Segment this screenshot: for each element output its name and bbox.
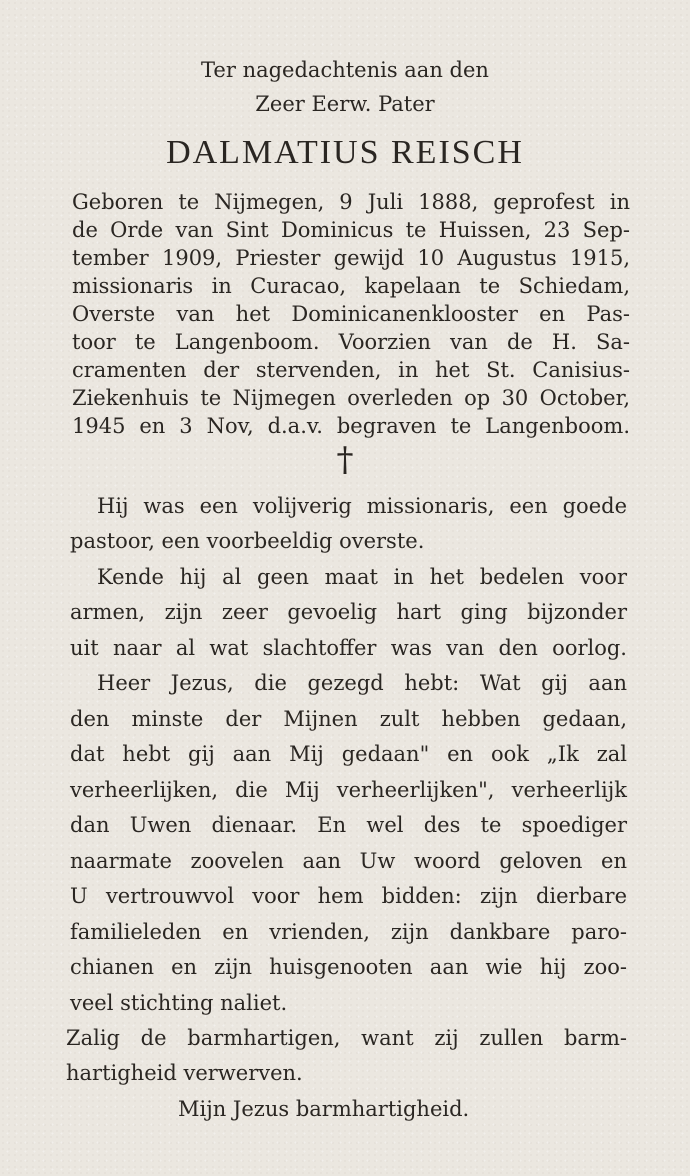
title-line: Zeer Eerw. Pater (255, 92, 435, 116)
closing-prayer: Mijn Jezus barmhartigheid. (178, 1097, 470, 1121)
cross-icon: † (336, 440, 354, 480)
body-line: familieleden en vrienden, zijn dankbare paro- (70, 920, 627, 944)
dedication-line: Ter nagedachtenis aan den (201, 58, 489, 82)
body-line: den minste der Mijnen zult hebben gedaan, (70, 707, 627, 731)
bio-line: Ziekenhuis te Nijmegen overleden op 30 October, (72, 386, 630, 410)
body-line: armen, zijn zeer gevoelig hart ging bijzonder (70, 600, 627, 624)
body-line: verheerlijken, die Mij verheerlijken", verheerlijk (70, 778, 627, 802)
bio-line: missionaris in Curacao, kapelaan te Schiedam, (72, 274, 630, 298)
body-line: dan Uwen dienaar. En wel des te spoediger (70, 813, 627, 837)
bio-line: toor te Langenboom. Voorzien van de H. Sa- (72, 330, 630, 354)
body-line: Hij was een volijverig missionaris, een goede (97, 494, 627, 518)
body-line: dat hebt gij aan Mij gedaan" en ook „Ik zal (70, 742, 627, 766)
body-line: Heer Jezus, die gezegd hebt: Wat gij aan (97, 671, 627, 695)
body-line: U vertrouwvol voor hem bidden: zijn dierbare (70, 884, 627, 908)
bio-line: tember 1909, Priester gewijd 10 Augustus 1915, (72, 246, 630, 270)
body-line: chianen en zijn huisgenooten aan wie hij zoo- (70, 955, 627, 979)
body-line: veel stichting naliet. (70, 991, 288, 1015)
body-line: Zalig de barmhartigen, want zij zullen barm- (66, 1026, 627, 1050)
body-line: hartigheid verwerven. (66, 1061, 303, 1085)
body-line: uit naar al wat slachtoffer was van den oorlog. (70, 636, 627, 660)
deceased-name: DALMATIUS REISCH (166, 134, 524, 171)
body-line: pastoor, een voorbeeldig overste. (70, 529, 425, 553)
bio-line: 1945 en 3 Nov, d.a.v. begraven te Langenboom. (72, 414, 630, 438)
body-line: Kende hij al geen maat in het bedelen voor (97, 565, 627, 589)
bio-line: Overste van het Dominicanenklooster en Pas- (72, 302, 630, 326)
bio-line: cramenten der stervenden, in het St. Canisius- (72, 358, 630, 382)
bio-line: Geboren te Nijmegen, 9 Juli 1888, geprofest in (72, 190, 630, 214)
body-line: naarmate zoovelen aan Uw woord geloven en (70, 849, 627, 873)
bio-line: de Orde van Sint Dominicus te Huissen, 23 Sep- (72, 218, 630, 242)
